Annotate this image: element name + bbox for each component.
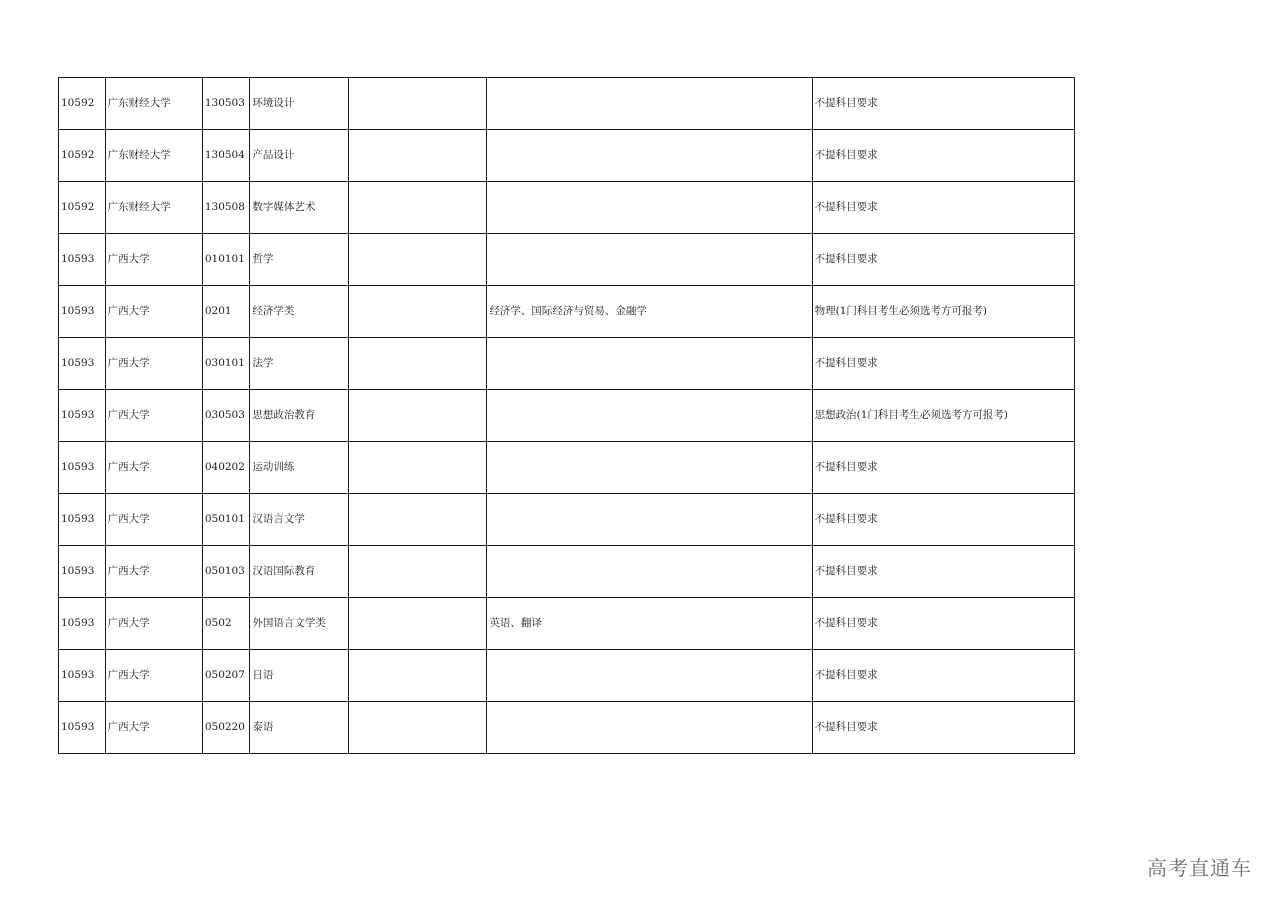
empty-cell	[348, 286, 487, 338]
school-code-cell: 10593	[59, 702, 106, 754]
school-name-cell: 广西大学	[105, 390, 202, 442]
empty-cell	[348, 130, 487, 182]
subject-requirement-cell: 不提科目要求	[812, 546, 1074, 598]
admission-requirements-table	[58, 77, 1075, 754]
school-code-cell: 10592	[59, 78, 106, 130]
major-code-cell: 130503	[202, 78, 250, 130]
school-name-cell: 广东财经大学	[105, 130, 202, 182]
subject-requirement-cell: 不提科目要求	[812, 130, 1074, 182]
major-name-cell: 思想政治教育	[250, 390, 348, 442]
school-name-cell: 广东财经大学	[105, 78, 202, 130]
included-majors-cell	[487, 494, 812, 546]
major-name-cell: 环境设计	[250, 78, 348, 130]
major-name-cell: 法学	[250, 338, 348, 390]
school-code-cell: 10593	[59, 494, 106, 546]
major-name-cell: 外国语言文学类	[250, 598, 348, 650]
major-code-cell: 010101	[202, 234, 250, 286]
school-code-cell: 10593	[59, 390, 106, 442]
table-body	[59, 78, 1075, 754]
included-majors-cell	[487, 442, 812, 494]
included-majors-cell	[487, 546, 812, 598]
school-name-cell: 广西大学	[105, 338, 202, 390]
major-code-cell: 050101	[202, 494, 250, 546]
major-name-cell: 运动训练	[250, 442, 348, 494]
school-code-cell: 10593	[59, 234, 106, 286]
major-name-cell: 哲学	[250, 234, 348, 286]
school-name-cell: 广西大学	[105, 234, 202, 286]
empty-cell	[348, 338, 487, 390]
subject-requirement-cell: 不提科目要求	[812, 650, 1074, 702]
subject-requirement-cell: 思想政治(1门科目考生必须选考方可报考)	[812, 390, 1074, 442]
school-code-cell: 10593	[59, 338, 106, 390]
subject-requirement-cell: 不提科目要求	[812, 442, 1074, 494]
included-majors-cell	[487, 702, 812, 754]
empty-cell	[348, 598, 487, 650]
subject-requirement-cell: 不提科目要求	[812, 182, 1074, 234]
major-code-cell: 040202	[202, 442, 250, 494]
school-name-cell: 广西大学	[105, 494, 202, 546]
table-row	[59, 598, 1075, 650]
major-name-cell: 数字媒体艺术	[250, 182, 348, 234]
empty-cell	[348, 182, 487, 234]
included-majors-cell: 英语、翻译	[487, 598, 812, 650]
school-code-cell: 10593	[59, 598, 106, 650]
table-row	[59, 546, 1075, 598]
subject-requirement-cell: 物理(1门科目考生必须选考方可报考)	[812, 286, 1074, 338]
table-row	[59, 494, 1075, 546]
school-code-cell: 10593	[59, 546, 106, 598]
major-name-cell: 汉语国际教育	[250, 546, 348, 598]
major-name-cell: 泰语	[250, 702, 348, 754]
subject-requirement-cell: 不提科目要求	[812, 494, 1074, 546]
included-majors-cell: 经济学、国际经济与贸易、金融学	[487, 286, 812, 338]
empty-cell	[348, 702, 487, 754]
empty-cell	[348, 234, 487, 286]
school-code-cell: 10593	[59, 286, 106, 338]
major-code-cell: 050103	[202, 546, 250, 598]
school-name-cell: 广西大学	[105, 546, 202, 598]
table-row	[59, 442, 1075, 494]
included-majors-cell	[487, 650, 812, 702]
school-name-cell: 广西大学	[105, 702, 202, 754]
school-code-cell: 10593	[59, 650, 106, 702]
major-name-cell: 经济学类	[250, 286, 348, 338]
table-row	[59, 338, 1075, 390]
empty-cell	[348, 494, 487, 546]
major-name-cell: 汉语言文学	[250, 494, 348, 546]
major-name-cell: 日语	[250, 650, 348, 702]
empty-cell	[348, 78, 487, 130]
major-name-cell: 产品设计	[250, 130, 348, 182]
major-code-cell: 0201	[202, 286, 250, 338]
major-code-cell: 130508	[202, 182, 250, 234]
empty-cell	[348, 390, 487, 442]
subject-requirement-cell: 不提科目要求	[812, 598, 1074, 650]
included-majors-cell	[487, 130, 812, 182]
subject-requirement-cell: 不提科目要求	[812, 234, 1074, 286]
school-name-cell: 广东财经大学	[105, 182, 202, 234]
table-row	[59, 390, 1075, 442]
included-majors-cell	[487, 78, 812, 130]
table-row	[59, 182, 1075, 234]
major-code-cell: 030101	[202, 338, 250, 390]
school-name-cell: 广西大学	[105, 286, 202, 338]
table-row	[59, 650, 1075, 702]
watermark-logo: 高考直通车	[1147, 856, 1252, 880]
included-majors-cell	[487, 182, 812, 234]
school-name-cell: 广西大学	[105, 442, 202, 494]
subject-requirement-cell: 不提科目要求	[812, 78, 1074, 130]
major-code-cell: 0502	[202, 598, 250, 650]
empty-cell	[348, 442, 487, 494]
school-name-cell: 广西大学	[105, 650, 202, 702]
major-code-cell: 130504	[202, 130, 250, 182]
table-row	[59, 286, 1075, 338]
school-code-cell: 10593	[59, 442, 106, 494]
table-row	[59, 130, 1075, 182]
empty-cell	[348, 546, 487, 598]
major-code-cell: 030503	[202, 390, 250, 442]
table-row	[59, 78, 1075, 130]
school-code-cell: 10592	[59, 130, 106, 182]
subject-requirement-cell: 不提科目要求	[812, 338, 1074, 390]
empty-cell	[348, 650, 487, 702]
included-majors-cell	[487, 390, 812, 442]
major-code-cell: 050220	[202, 702, 250, 754]
school-name-cell: 广西大学	[105, 598, 202, 650]
included-majors-cell	[487, 338, 812, 390]
table-row	[59, 234, 1075, 286]
major-code-cell: 050207	[202, 650, 250, 702]
subject-requirement-cell: 不提科目要求	[812, 702, 1074, 754]
included-majors-cell	[487, 234, 812, 286]
table-row	[59, 702, 1075, 754]
school-code-cell: 10592	[59, 182, 106, 234]
